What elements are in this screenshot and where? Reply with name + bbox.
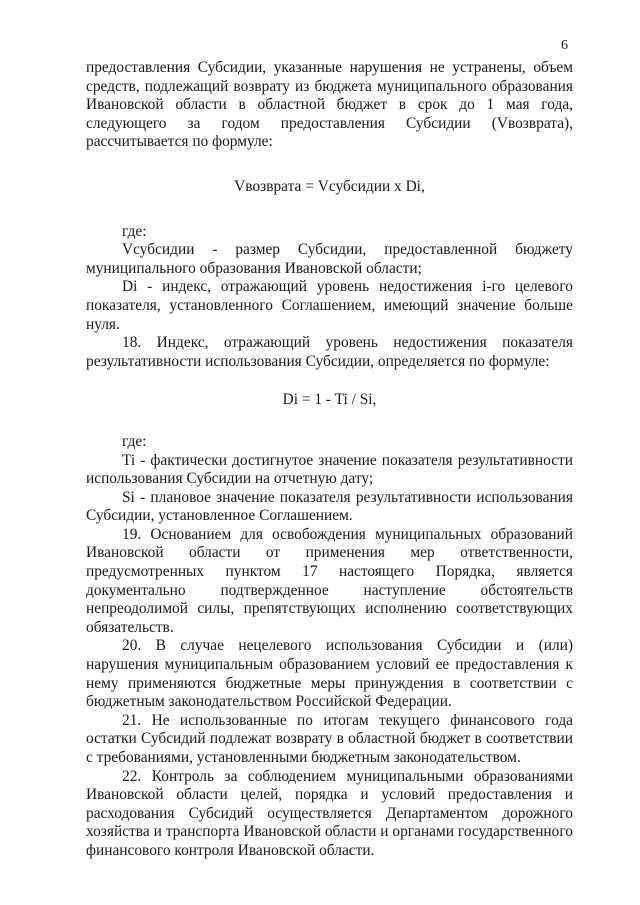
paragraph-19: 19. Основанием для освобождения муниципальных образований Ивановской области от применения мер ответственности, предусмотренных пунктом 17 настоящего Порядка, является документально подтвержденное наступление обстоятельств непреодолимой силы, препятствующих исполнению соответствующих обязательств. bbox=[86, 525, 573, 636]
formula-refund-volume: Vвозврата = Vсубсидии x Di, bbox=[234, 177, 425, 195]
definition-di: Di - индекс, отражающий уровень недостижения i-го целевого показателя, установленного Соглашением, имеющий значение больше нуля. bbox=[86, 278, 573, 333]
definition-ti: Ti - фактически достигнутое значение показателя результативности использования Субсидии на отчетную дату; bbox=[86, 451, 573, 488]
definition-si: Si - плановое значение показателя результативности использования Субсидии, установленное Соглашением. bbox=[86, 488, 573, 525]
intro-paragraph: предоставления Субсидии, указанные нарушения не устранены, объем средств, подлежащий возврату из бюджета муниципального образования Ивановской области в областной бюджет в срок до 1 мая года, следующего за годом предоставления Субсидии (Vвозврата), рассчитывается по формуле: bbox=[86, 59, 573, 151]
paragraph-22: 22. Контроль за соблюдением муниципальными образованиями Ивановской области целей, порядка и условий предоставления и расходования Субсидий осуществляется Департаментом дорожного хозяйства и транспорта Ивановской области и органами государственного финансового контроля Ивановской области. bbox=[86, 767, 573, 859]
where-label: где: bbox=[122, 432, 147, 450]
where-label: где: bbox=[122, 222, 147, 240]
paragraph-21: 21. Не использованные по итогам текущего финансового года остатки Субсидий подлежат возврату в областной бюджет в соответствии с требованиями, установленными бюджетным законодательством. bbox=[86, 711, 573, 766]
formula-index-di: Di = 1 - Ti / Si, bbox=[282, 391, 377, 409]
page-number: 6 bbox=[561, 38, 568, 53]
paragraph-18: 18. Индекс, отражающий уровень недостижения показателя результативности использования Субсидии, определяется по формуле: bbox=[86, 334, 573, 370]
definition-v-subsidy: Vсубсидии - размер Субсидии, предоставленной бюджету муниципального образования Ивановской области; bbox=[86, 241, 573, 277]
document-body bbox=[86, 59, 573, 861]
paragraph-20: 20. В случае нецелевого использования Субсидии и (или) нарушения муниципальным образованием условий ее предоставления к нему применяются бюджетные меры принуждения в соответствии с бюджетным законодательством Российской Федерации. bbox=[86, 637, 573, 711]
